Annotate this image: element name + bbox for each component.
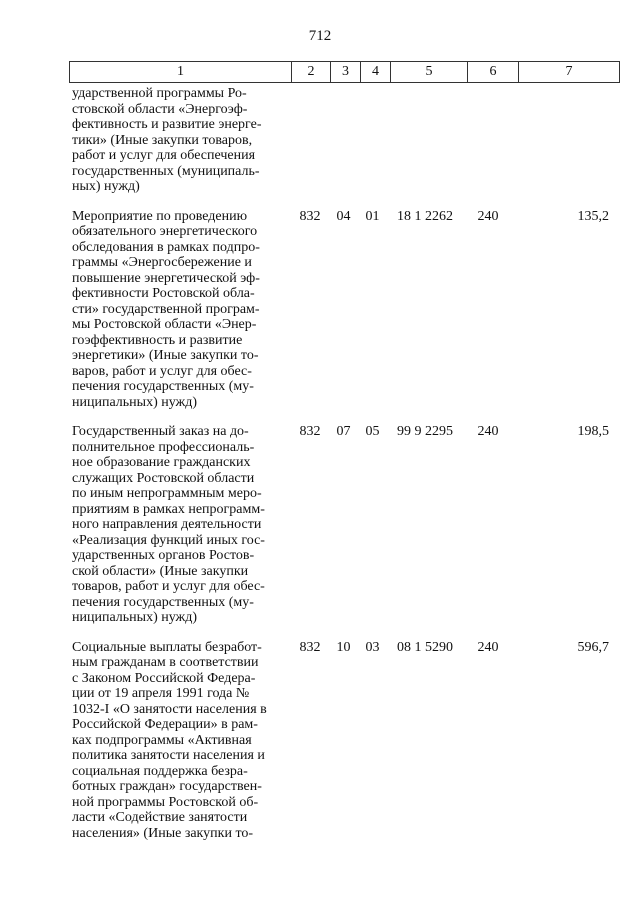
row-section-code: 07 [336, 424, 351, 439]
row-amount: 135,2 [577, 208, 609, 224]
column-header-table [69, 61, 620, 83]
row-description: Социальные выплаты безработ- ным гражданам в соответствии с Законом Российской Федера- ции от 19 апреля 1991 года № 1032-I «О занятости населения в Российской Федерации» в рам- ках подпрограммы «Активная политика занятости населения и социальная поддержка безра- ботных граждан» государствен- ной программы Ростовской об- ласти «Содействие занятости населения» (Иные закупки то- [72, 639, 267, 841]
row-subsection-code: 03 [365, 639, 380, 655]
column-header-3: 3 [331, 62, 361, 83]
column-header-4: 4 [361, 62, 391, 83]
row-expense-type: 240 [477, 424, 499, 439]
row-section-code: 04 [336, 208, 351, 224]
page-number: 712 [308, 28, 332, 44]
table-row [69, 209, 612, 411]
column-header-2: 2 [292, 62, 331, 83]
column-header-row [70, 62, 620, 83]
row-description: Государственный заказ на до- полнительное профессиональ- ное образование гражданских служащих Ростовской области по иным непрограммным меро- приятиям в рамках непрограмм- ного направления деятельности «Реализация функций иных гос- ударственных органов Ростов- ской области» (Иные закупки товаров, работ и услуг для обес- печения государственных (му- ниципальных) нужд) [72, 424, 265, 625]
row-ministry-code: 832 [299, 208, 321, 224]
row-amount: 596,7 [577, 639, 609, 655]
row-section-code: 10 [336, 639, 351, 655]
row-target-article: 08 1 5290 [397, 639, 453, 655]
row-subsection-code: 05 [365, 424, 380, 439]
column-header-7: 7 [519, 62, 620, 83]
column-header-5: 5 [391, 62, 468, 83]
row-target-article: 99 9 2295 [397, 424, 453, 439]
row-description: Мероприятие по проведению обязательного энергетического обследования в рамках подпро- граммы «Энергосбережение и повышение энергетической эф- фективности Ростовской обла- сти» государственной програм- мы Ростовской области «Энер- гоэффективность и развитие энергетики» (Иные закупки то- варов, работ и услуг для обес- печения государственных (му- ниципальных) нужд) [72, 208, 260, 410]
table-row [69, 424, 612, 626]
row-expense-type: 240 [477, 639, 499, 655]
row-target-article: 18 1 2262 [397, 208, 453, 224]
table-body [69, 86, 612, 855]
table-row [69, 640, 612, 842]
row-description: ударственной программы Ро- стовской области «Энергоэф- фективность и развитие энерге- тики» (Иные закупки товаров, работ и услуг для обеспечения государственных (муниципаль- ных) нужд) [72, 86, 262, 194]
row-subsection-code: 01 [365, 208, 380, 224]
row-amount: 198,5 [577, 424, 609, 439]
table-row [69, 86, 612, 195]
row-ministry-code: 832 [299, 639, 321, 655]
row-ministry-code: 832 [299, 424, 321, 439]
column-header-6: 6 [468, 62, 519, 83]
row-expense-type: 240 [477, 208, 499, 224]
column-header-1: 1 [70, 62, 292, 83]
